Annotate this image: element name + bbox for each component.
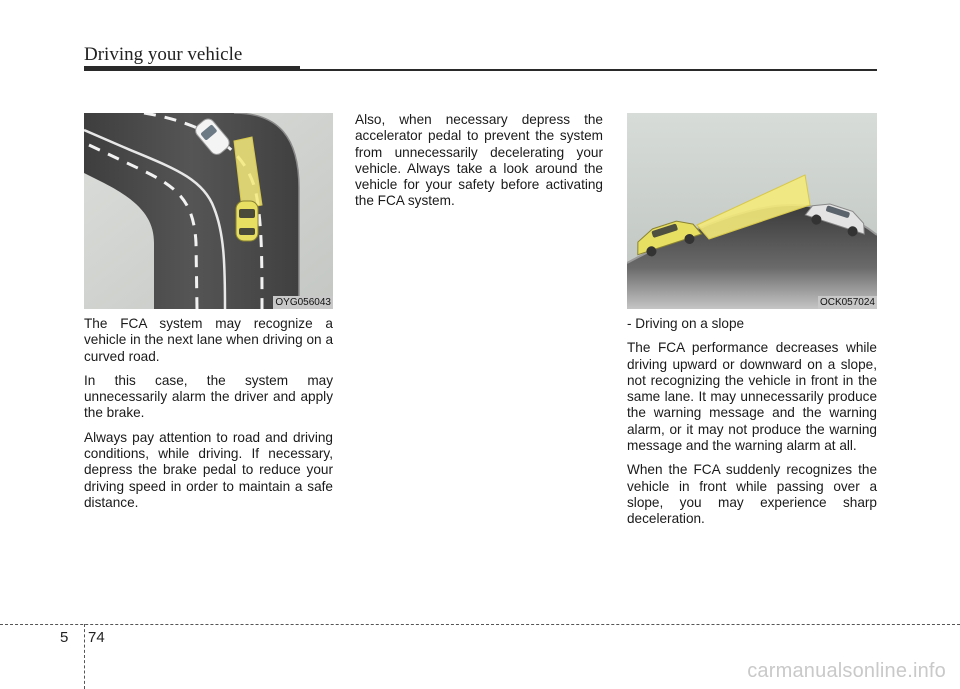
paragraph-unnecessary-alarm: In this case, the system may unnecessarily alarm the driver and apply the brake. [84,372,333,421]
page-header-title: Driving your vehicle [84,44,243,65]
footer-rule [0,624,960,625]
curve-road-illustration [84,113,333,309]
footer-vertical-rule [84,624,85,689]
header-rule-thick [84,66,300,71]
paragraph-accelerator: Also, when necessary depress the accelerator pedal to prevent the system from unnecessarily decelerating your vehicle. Always take a look around the vehicle for your safety before activating the FCA system. [355,112,603,209]
slope-illustration [627,113,877,309]
paragraph-attention: Always pay attention to road and driving conditions, while driving. If necessary, depress the brake pedal to reduce your driving speed in order to maintain a safe distance. [84,429,333,510]
chapter-number: 5 [60,629,69,646]
paragraph-sharp-deceleration: When the FCA suddenly recognizes the vehicle in front while passing over a slope, you may experience sharp deceleration. [627,462,877,527]
figure-code-label: OYG056043 [275,297,331,308]
text-column-right [627,316,877,536]
header-rule-thin [300,69,877,71]
paragraph-curved-road: The FCA system may recognize a vehicle in the next lane when driving on a curved road. [84,316,333,364]
own-car-icon [236,201,258,241]
text-column-left [84,316,333,519]
slope-figure [627,113,877,309]
watermark: carmanualsonline.info [747,660,946,682]
list-item-slope: - Driving on a slope [627,316,745,331]
text-column-middle [355,112,603,218]
curve-road-figure [84,113,333,309]
figure-code-label: OCK057024 [819,297,875,308]
paragraph-slope-performance: The FCA performance decreases while driving upward or downward on a slope, not recognizing the vehicle in front in the same lane. It may unnecessarily produce the warning message and the warning alarm, or it may not produce the warning message and the warning alarm at all. [627,340,877,454]
page-number: 74 [88,629,105,646]
